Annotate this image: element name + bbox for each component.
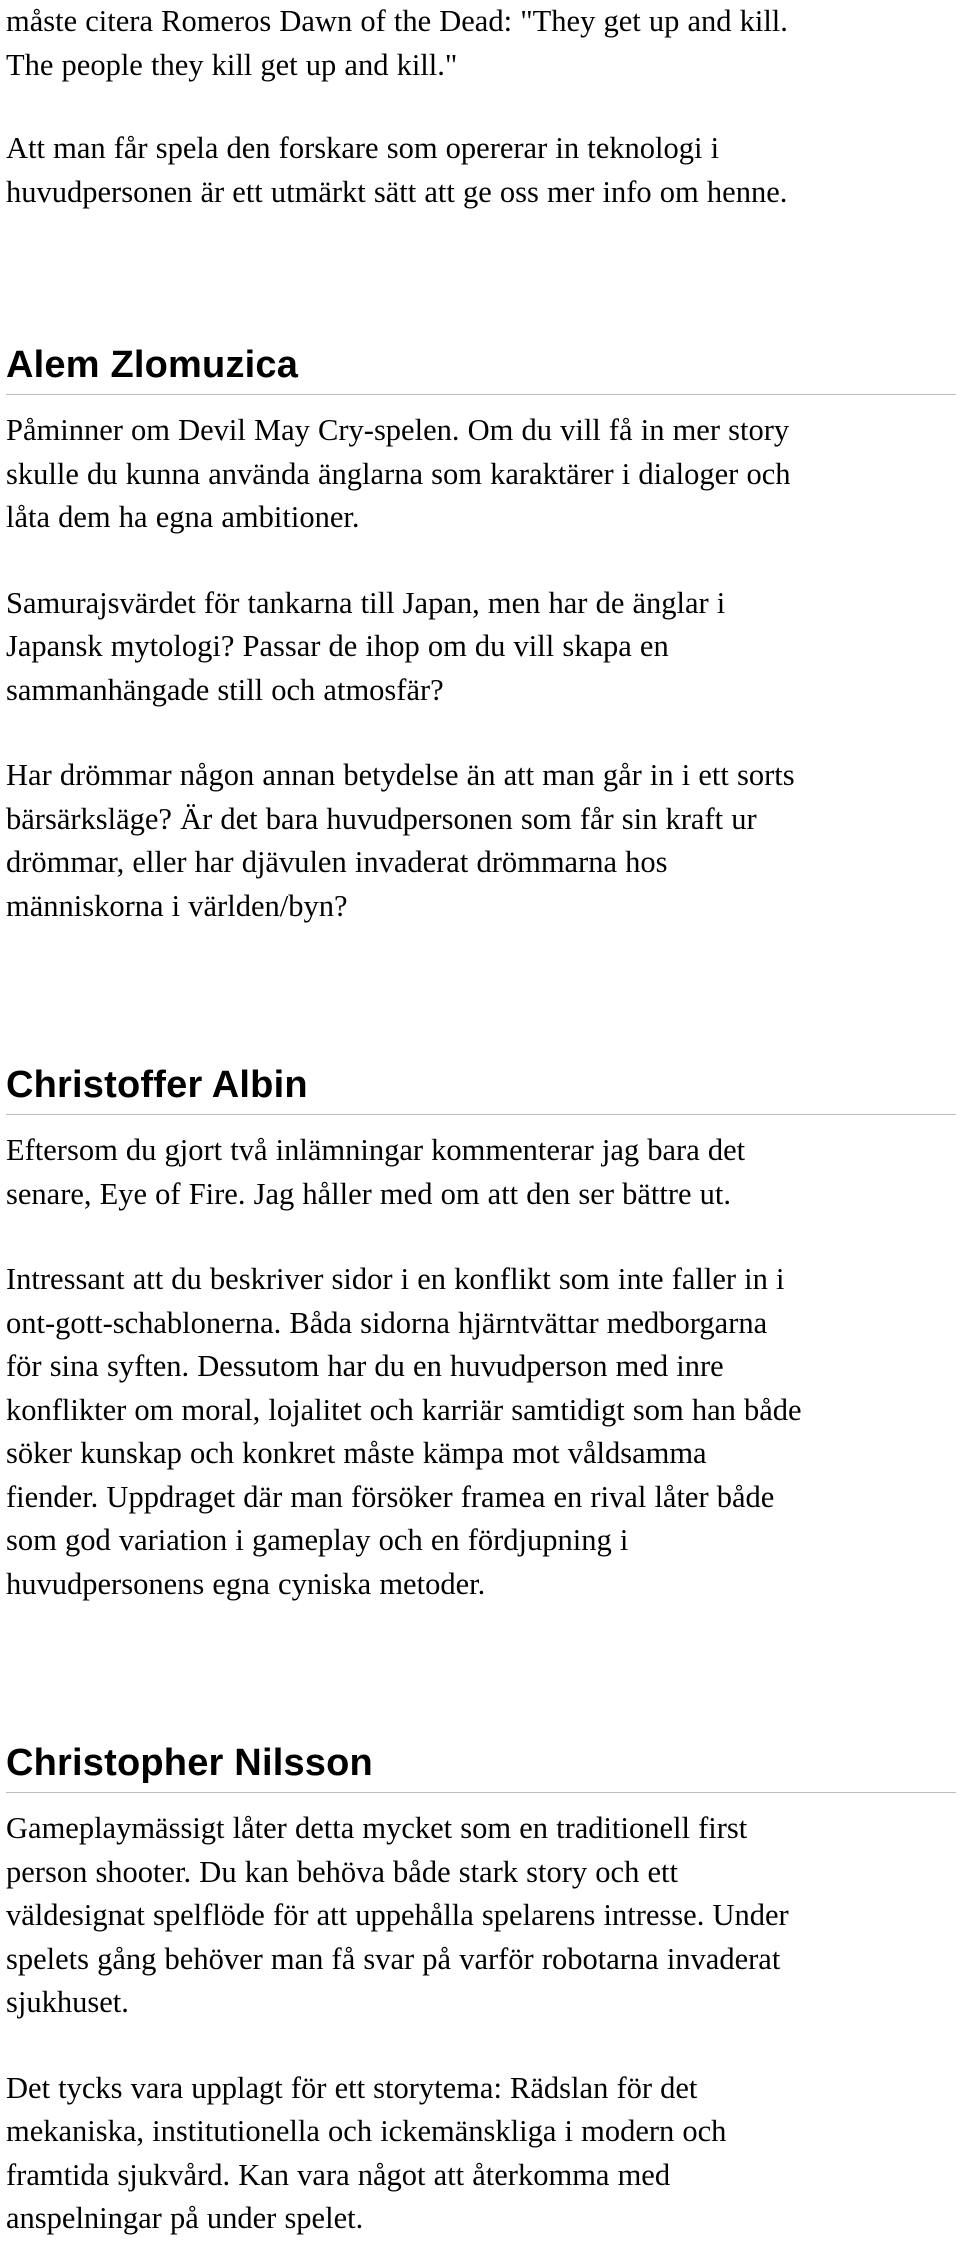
section-paragraph: Eftersom du gjort två inlämningar kommenterar jag bara det senare, Eye of Fire. Jag håller med om att den ser bättre ut. xyxy=(6,1133,746,1211)
section-paragraph: Det tycks vara upplagt för ett storytema: Rädslan för det mekaniska, institutionella och ickemänskliga i modern och framtida sjukvård. Kan vara något att återkomma med anspelningar på under spelet. xyxy=(6,2070,727,2235)
document-page xyxy=(6,0,956,2241)
intro-paragraph-2: Att man får spela den forskare som opererar in teknologi i huvudpersonen är ett utmärkt sätt att ge oss mer info om henne. xyxy=(6,131,788,209)
section-paragraph: Påminner om Devil May Cry-spelen. Om du vill få in mer story skulle du kunna använda änglarna som karaktärer i dialoger och låta dem ha egna ambitioner. xyxy=(6,413,791,534)
section-heading: Alem Zlomuzica xyxy=(6,342,956,395)
section-alem-zlomuzica xyxy=(6,342,956,928)
intro-paragraph-1: måste citera Romeros Dawn of the Dead: "They get up and kill. The people they kill get up and kill." xyxy=(6,4,788,82)
section-heading: Christoffer Albin xyxy=(6,1062,956,1115)
section-paragraph: Intressant att du beskriver sidor i en konflikt som inte faller in i ont-gott-schablonerna. Båda sidorna hjärntvättar medborgarna för sina syften. Dessutom har du en huvudperson med inre konflikter om moral, lojalitet och karriär samtidigt som han både söker kunskap och konkret måste kämpa mot våldsamma fiender. Uppdraget där man försöker framea en rival låter både som god variation i gameplay och en fördjupning i huvudpersonens egna cyniska metoder. xyxy=(6,1262,802,1601)
section-christoffer-albin xyxy=(6,1062,956,1606)
section-paragraph: Samurajsvärdet för tankarna till Japan, men har de änglar i Japansk mytologi? Passar de ihop om du vill skapa en sammanhängade still och atmosfär? xyxy=(6,585,726,707)
intro-block xyxy=(6,0,956,214)
section-paragraph: Gameplaymässigt låter detta mycket som en traditionell first person shooter. Du kan behöva både stark story och ett väldesignat spelflöde för att uppehålla spelarens intresse. Under spelets gång behöver man få svar på varför robotarna invaderat sjukhuset. xyxy=(6,1811,789,2019)
section-heading: Christopher Nilsson xyxy=(6,1740,956,1793)
section-paragraph: Har drömmar någon annan betydelse än att man går in i ett sorts bärsärksläge? Är det bara huvudpersonen som får sin kraft ur drömmar, eller har djävulen invaderat drömmarna hos människorna i världen/byn? xyxy=(6,758,795,923)
section-christopher-nilsson xyxy=(6,1740,956,2241)
